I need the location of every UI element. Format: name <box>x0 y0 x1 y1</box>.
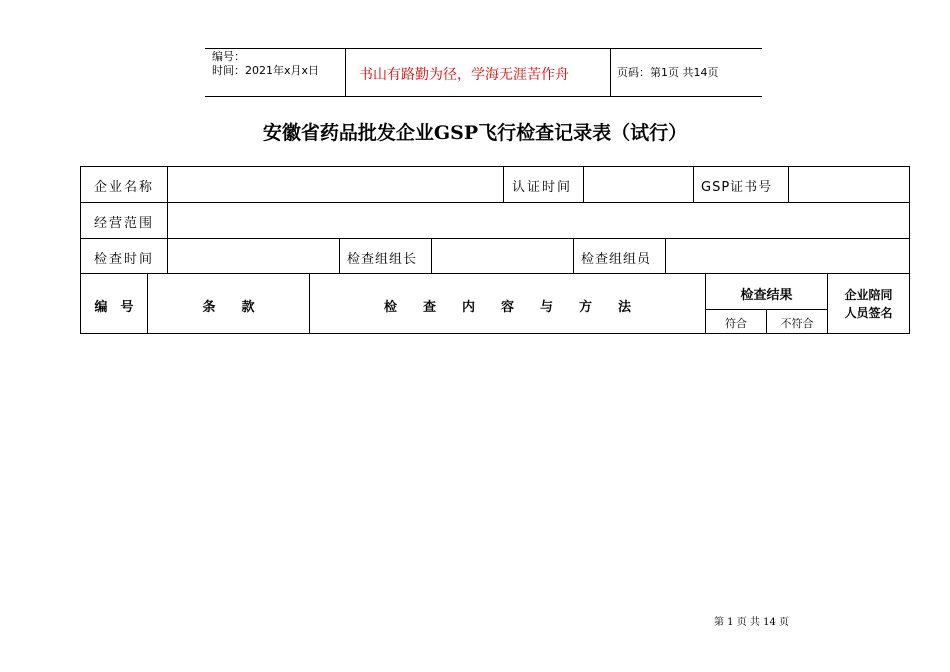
header-motto: 书山有路勤为径，学海无涯苦作舟 <box>359 67 569 83</box>
table-rule <box>80 333 910 334</box>
table-col-divider <box>573 238 574 273</box>
header-divider <box>610 48 611 96</box>
cert-time-field[interactable] <box>584 167 692 201</box>
label-team-leader: 检查组组长 <box>347 252 418 267</box>
label-cert-time: 认证时间 <box>512 180 573 195</box>
page-footer: 第 1 页 共 14 页 <box>714 617 789 628</box>
header-number: 编 号 <box>94 300 134 315</box>
table-rule <box>80 273 910 274</box>
team-leader-field[interactable] <box>432 239 572 272</box>
page-title: 安徽省药品批发企业GSP飞行检查记录表（试行） <box>262 122 688 144</box>
business-scope-field[interactable] <box>168 203 908 237</box>
label-inspection-time: 检查时间 <box>94 252 155 267</box>
table-col-divider <box>339 238 340 273</box>
header-content: 检 查 内 容 与 方 法 <box>383 300 631 315</box>
header-signature-line1: 企业陪同 <box>844 288 893 302</box>
label-business-scope: 经营范围 <box>94 216 155 231</box>
table-col-divider <box>693 166 694 202</box>
header-clause: 条 款 <box>202 300 255 315</box>
header-result: 检查结果 <box>740 288 793 303</box>
team-members-field[interactable] <box>666 239 908 272</box>
header-time-label: 时间：2021年x月x日 <box>212 64 320 77</box>
header-nonconform: 不符合 <box>780 317 814 330</box>
label-company-name: 企业名称 <box>94 180 155 195</box>
inspection-time-field[interactable] <box>168 239 338 272</box>
gsp-cert-no-field[interactable] <box>789 167 908 201</box>
header-number-label: 编号： <box>212 50 245 63</box>
header-divider <box>345 48 346 96</box>
header-page-info: 页码：第1页 共14页 <box>617 66 719 79</box>
label-team-members: 检查组组员 <box>581 252 652 267</box>
header-conform: 符合 <box>725 317 747 330</box>
header-signature-line2: 人员签名 <box>844 306 893 320</box>
table-col-divider <box>503 166 504 202</box>
company-name-field[interactable] <box>168 167 502 201</box>
label-gsp-cert-no: GSP证书号 <box>701 180 773 195</box>
header-bottom-rule <box>205 96 762 97</box>
table-border-right <box>909 166 910 333</box>
header-top-rule <box>205 48 762 49</box>
